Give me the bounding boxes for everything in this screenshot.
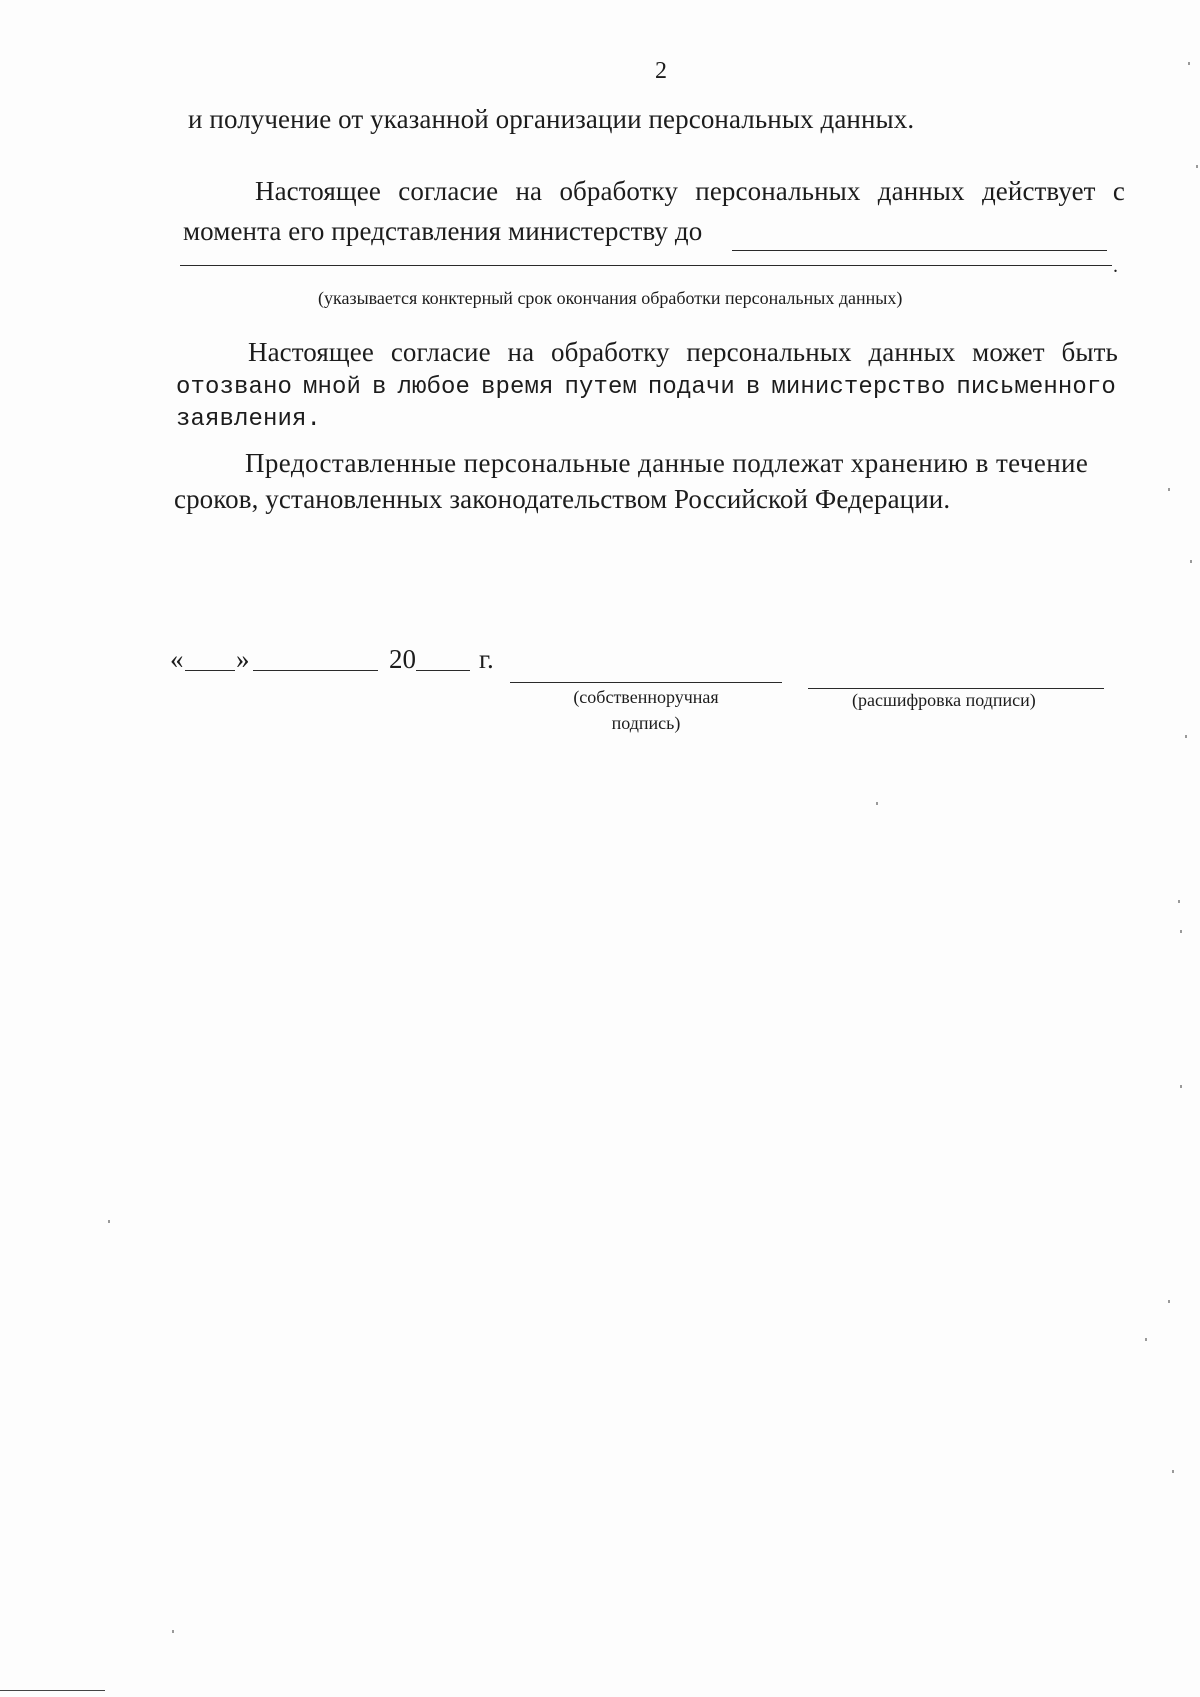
para2-word: персональных: [686, 337, 852, 367]
month-blank: [253, 670, 378, 671]
para2-word: подачи: [647, 374, 735, 401]
para2-word: время: [480, 374, 554, 401]
scan-speck: [1168, 1300, 1170, 1303]
para2-word: согласие: [390, 337, 491, 367]
day-open-quote: «: [170, 644, 184, 674]
para2-line1: [248, 337, 1118, 368]
para1-word: Настоящее: [255, 176, 381, 206]
scan-speck: [1190, 560, 1192, 563]
continuation-line: и получение от указанной организации персональных данных.: [188, 104, 915, 134]
scan-speck: [1172, 1470, 1174, 1473]
year-prefix: 20: [389, 644, 416, 674]
para1-word: персональных: [695, 176, 861, 206]
para2-word: в: [745, 374, 761, 401]
scan-speck: [876, 802, 878, 805]
para2-word: Настоящее: [248, 337, 374, 367]
para2-line2: [176, 374, 1116, 401]
para2-word: путем: [564, 374, 637, 401]
scan-speck: [1185, 735, 1187, 738]
para1-word: согласие: [398, 176, 499, 206]
end-date-caption: (указывается конктерный срок окончания обработки персональных данных): [318, 288, 903, 308]
para1-word: данных: [877, 176, 965, 206]
year-blank: [416, 670, 470, 671]
end-period-mark: .: [1113, 255, 1119, 277]
signature-line: [510, 682, 782, 683]
page-number: 2: [655, 58, 667, 84]
day-close-quote: »: [236, 644, 250, 674]
para2-word: на: [507, 337, 535, 367]
para1-word: на: [515, 176, 543, 206]
scan-speck: [1188, 62, 1190, 65]
year-suffix: г.: [479, 644, 494, 674]
scan-speck: [1196, 165, 1198, 168]
para1-line1: [255, 176, 1125, 207]
para2-word: письменного: [956, 374, 1116, 401]
para1-word: с: [1112, 176, 1125, 206]
para2-word: быть: [1061, 337, 1118, 367]
day-blank: [185, 670, 235, 671]
scan-speck: [1180, 1085, 1182, 1088]
para1-line2: момента его представления министерству до: [183, 216, 703, 246]
decode-signature-line: [808, 688, 1104, 689]
signature-caption-line1: (собственноручная: [573, 687, 719, 707]
para2-word: мной: [303, 374, 362, 401]
para2-word: в: [371, 374, 387, 401]
decode-signature-caption: (расшифровка подписи): [852, 690, 1036, 710]
end-date-continuation-line: [180, 265, 1112, 266]
scan-speck: [1168, 488, 1170, 491]
para2-line3: заявления.: [176, 406, 322, 433]
scan-speck: [1178, 900, 1180, 903]
scan-speck: [108, 1220, 110, 1223]
scan-speck: [1145, 1338, 1147, 1341]
para2-word: отозвано: [176, 374, 293, 401]
scan-edge-line: [0, 1690, 105, 1691]
signature-caption-line2: подпись): [611, 713, 681, 733]
end-date-blank-line: [732, 250, 1107, 251]
para2-word: данных: [868, 337, 956, 367]
signature-caption: [546, 684, 746, 736]
para1-word: действует: [981, 176, 1096, 206]
para2-word: может: [972, 337, 1045, 367]
para1-word: обработку: [559, 176, 678, 206]
para3-line1: Предоставленные персональные данные подлежат хранению в течение: [245, 448, 1089, 478]
para2-word: министерство: [771, 374, 946, 401]
scan-speck: [172, 1630, 174, 1633]
para3-line2: сроков, установленных законодательством Российской Федерации.: [174, 484, 951, 514]
scan-speck: [1180, 930, 1182, 933]
para2-word: обработку: [551, 337, 670, 367]
para2-word: любое: [397, 374, 470, 401]
